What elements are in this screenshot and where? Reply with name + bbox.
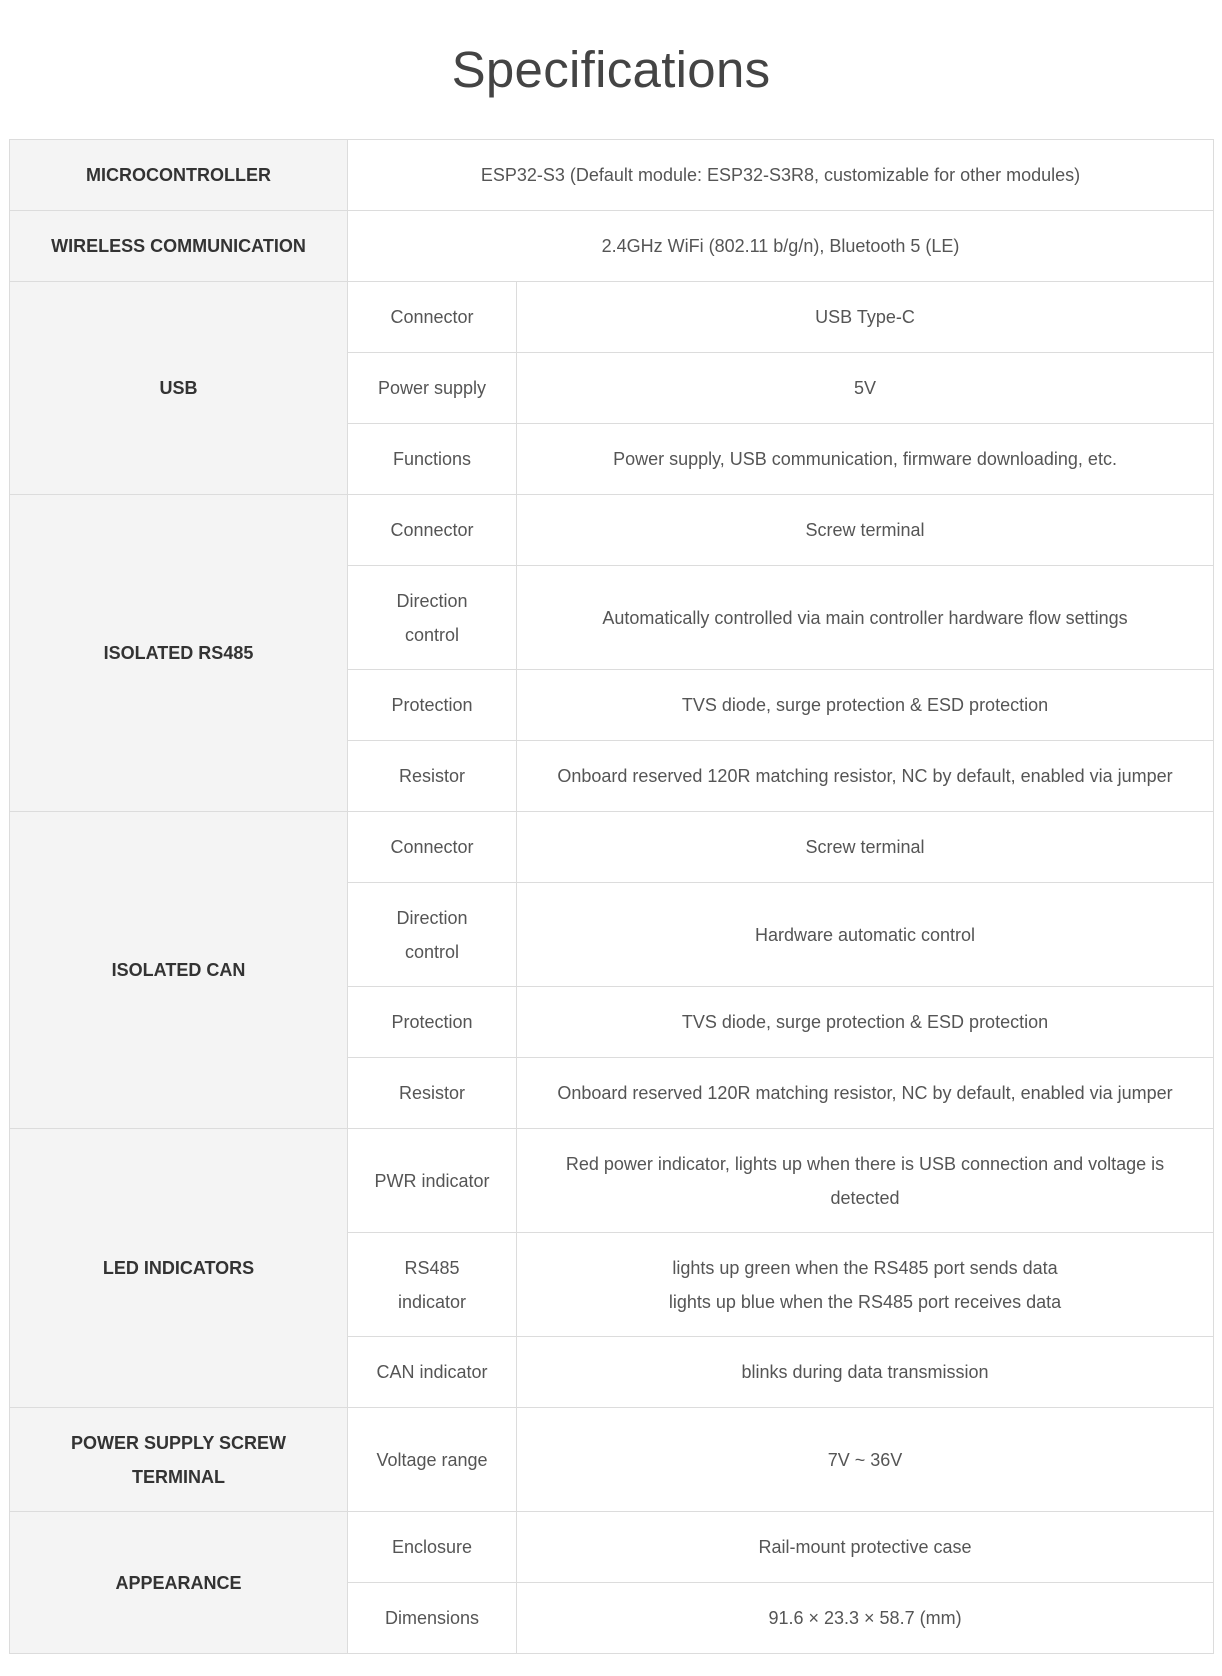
spec-label: PWR indicator	[348, 1129, 517, 1233]
category-line: TERMINAL	[132, 1466, 225, 1487]
table-row	[10, 1129, 1214, 1233]
category-led-indicators: LED INDICATORS	[10, 1129, 348, 1408]
spec-value: Screw terminal	[517, 495, 1214, 566]
spec-value: 5V	[517, 353, 1214, 424]
spec-label-line: control	[404, 941, 460, 962]
spec-value-line: Red power indicator, lights up when there is USB connection and voltage is	[565, 1153, 1165, 1174]
spec-label: CAN indicator	[348, 1337, 517, 1408]
table-row	[10, 1512, 1214, 1583]
spec-label-line: indicator	[397, 1291, 467, 1312]
table-row	[10, 211, 1214, 282]
specifications-table	[9, 139, 1214, 1654]
table-row	[10, 495, 1214, 566]
page-title: Specifications	[451, 41, 771, 98]
spec-label: Power supply	[348, 353, 517, 424]
spec-label-line: RS485	[404, 1257, 460, 1278]
spec-label-line: Direction	[396, 590, 468, 611]
spec-label: Enclosure	[348, 1512, 517, 1583]
category-line: POWER SUPPLY SCREW	[70, 1432, 287, 1453]
spec-label: Dimensions	[348, 1583, 517, 1654]
table-row	[10, 282, 1214, 353]
spec-label: Connector	[348, 812, 517, 883]
spec-label: Protection	[348, 670, 517, 741]
spec-value: Onboard reserved 120R matching resistor, NC by default, enabled via jumper	[517, 1058, 1214, 1129]
spec-value-line: lights up blue when the RS485 port receives data	[668, 1291, 1062, 1312]
spec-value: TVS diode, surge protection & ESD protection	[517, 670, 1214, 741]
spec-label: Functions	[348, 424, 517, 495]
spec-label: Resistor	[348, 1058, 517, 1129]
spec-label	[348, 883, 517, 987]
category-power-supply-screw-terminal	[10, 1408, 348, 1512]
spec-label: Protection	[348, 987, 517, 1058]
category-usb: USB	[10, 282, 348, 495]
spec-value: USB Type-C	[517, 282, 1214, 353]
table-row	[10, 140, 1214, 211]
spec-value: TVS diode, surge protection & ESD protection	[517, 987, 1214, 1058]
spec-value: Power supply, USB communication, firmware downloading, etc.	[517, 424, 1214, 495]
spec-value: 7V ~ 36V	[517, 1408, 1214, 1512]
spec-value: Screw terminal	[517, 812, 1214, 883]
spec-label: Resistor	[348, 741, 517, 812]
table-row	[10, 812, 1214, 883]
spec-value-line: detected	[830, 1187, 900, 1208]
spec-value	[517, 1233, 1214, 1337]
spec-value	[517, 1129, 1214, 1233]
category-microcontroller: MICROCONTROLLER	[10, 140, 348, 211]
category-isolated-rs485: ISOLATED RS485	[10, 495, 348, 812]
spec-label	[348, 566, 517, 670]
table-row	[10, 1408, 1214, 1512]
spec-label: Connector	[348, 495, 517, 566]
spec-value: 91.6 × 23.3 × 58.7 (mm)	[517, 1583, 1214, 1654]
spec-value: blinks during data transmission	[517, 1337, 1214, 1408]
category-isolated-can: ISOLATED CAN	[10, 812, 348, 1129]
spec-label-line: control	[404, 624, 460, 645]
spec-value: 2.4GHz WiFi (802.11 b/g/n), Bluetooth 5 (LE)	[348, 211, 1214, 282]
spec-value: ESP32-S3 (Default module: ESP32-S3R8, customizable for other modules)	[348, 140, 1214, 211]
category-appearance: APPEARANCE	[10, 1512, 348, 1654]
spec-value: Automatically controlled via main controller hardware flow settings	[517, 566, 1214, 670]
category-wireless-communication: WIRELESS COMMUNICATION	[10, 211, 348, 282]
spec-label	[348, 1233, 517, 1337]
spec-label: Voltage range	[348, 1408, 517, 1512]
spec-label: Connector	[348, 282, 517, 353]
spec-value: Rail-mount protective case	[517, 1512, 1214, 1583]
spec-value-line: lights up green when the RS485 port sends data	[672, 1257, 1058, 1278]
spec-label-line: Direction	[396, 907, 468, 928]
spec-value: Onboard reserved 120R matching resistor, NC by default, enabled via jumper	[517, 741, 1214, 812]
spec-value: Hardware automatic control	[517, 883, 1214, 987]
